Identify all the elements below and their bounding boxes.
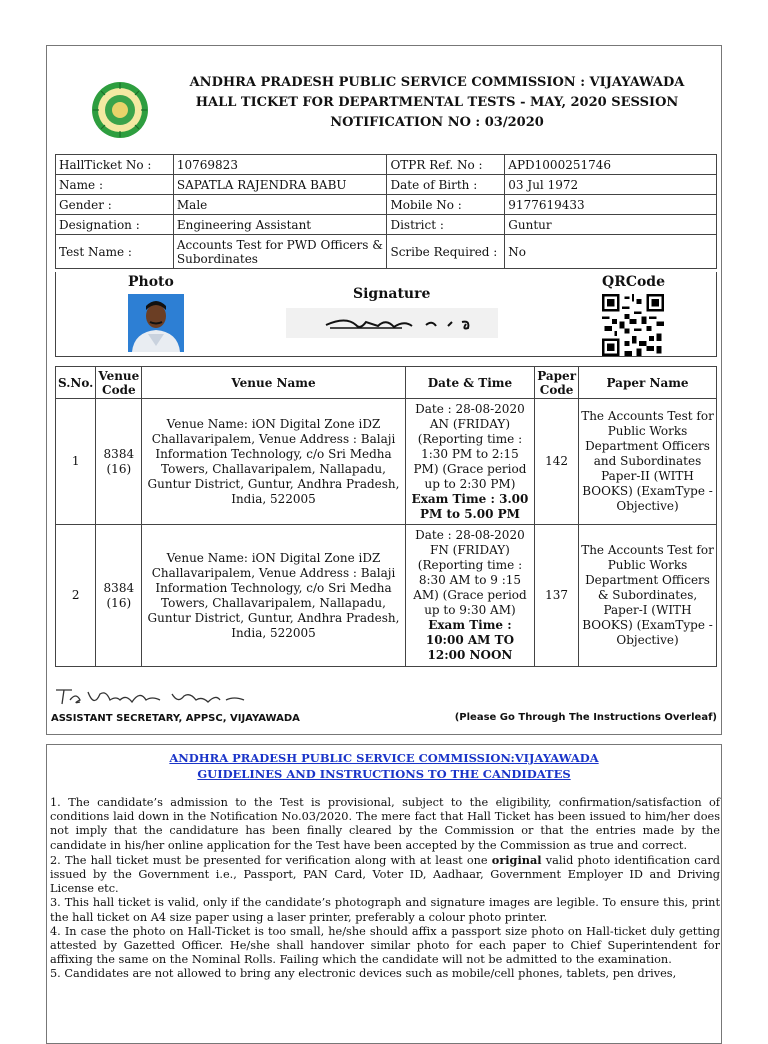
overleaf-note: (Please Go Through The Instructions Overleaf)	[454, 712, 717, 723]
hall-ticket	[46, 45, 722, 735]
ticket-header	[157, 73, 717, 133]
venue-code-cell: 8384 (16)	[96, 399, 142, 525]
guideline-text: valid photo identification card issued by the Government i.e., Passport, PAN Card, Voter ID, Aadhaar, Government Employer ID and Driving License etc.	[50, 853, 720, 896]
dob-label: Date of Birth :	[387, 175, 505, 195]
paper-code-cell: 137	[535, 525, 579, 667]
candidate-info-table	[55, 154, 717, 269]
venue-code-cell: 8384 (16)	[96, 525, 142, 667]
sno-cell: 1	[56, 399, 96, 525]
venue-table	[55, 366, 717, 667]
otpr-value: APD1000251746	[505, 155, 717, 175]
guideline-item: 5. Candidates are not allowed to bring any electronic devices such as mobile/cell phones, tablets, pen drives,	[50, 967, 677, 981]
table-row	[56, 525, 717, 667]
qr-label: QRCode	[602, 274, 666, 290]
paper-code-cell: 142	[535, 399, 579, 525]
guidelines-section	[46, 744, 722, 1044]
photo-label: Photo	[128, 274, 174, 290]
name-label: Name :	[56, 175, 174, 195]
guidelines-commission-title: ANDHRA PRADESH PUBLIC SERVICE COMMISSION:VIJAYAWADA	[169, 751, 599, 765]
assistant-secretary-signature	[50, 682, 250, 710]
scribe-value: No	[505, 235, 717, 269]
qr-code-icon	[594, 294, 672, 356]
district-label: District :	[387, 215, 505, 235]
guidelines-title: GUIDELINES AND INSTRUCTIONS TO THE CANDIDATES	[197, 767, 571, 781]
signature-label: Signature	[353, 286, 431, 302]
gender-label: Gender :	[56, 195, 174, 215]
col-paper-name: Paper Name	[579, 367, 717, 399]
designation-label: Designation :	[56, 215, 174, 235]
test-label: Test Name :	[56, 235, 174, 269]
paper-name-cell: The Accounts Test for Public Works Department Officers and Subordinates Paper-II (WITH BOOKS) (ExamType - Objective)	[579, 399, 717, 525]
table-row	[56, 399, 717, 525]
col-date-time: Date & Time	[405, 367, 534, 399]
date-time-cell	[405, 525, 534, 667]
hallticket-label: HallTicket No :	[56, 155, 174, 175]
col-sno: S.No.	[56, 367, 96, 399]
venue-name-cell: Venue Name: iON Digital Zone iDZ Challavaripalem, Venue Address : Balaji Information Technology, c/o Sri Medha Towers, Challavaripalem, Nallapadu, Guntur District, Guntur, Andhra Pradesh, India, 522005	[142, 399, 405, 525]
designation-value: Engineering Assistant	[173, 215, 387, 235]
commission-title: ANDHRA PRADESH PUBLIC SERVICE COMMISSION : VIJAYAWADA	[189, 75, 685, 90]
scribe-label: Scribe Required :	[387, 235, 505, 269]
dob-value: 03 Jul 1972	[505, 175, 717, 195]
table-row	[56, 215, 717, 235]
table-header-row	[56, 367, 717, 399]
sno-cell: 2	[56, 525, 96, 667]
table-row	[56, 235, 717, 269]
guideline-text: 2. The hall ticket must be presented for verification along with at least one	[50, 853, 492, 867]
paper-name-cell: The Accounts Test for Public Works Department Officers & Subordinates, Paper-I (WITH BOOKS) (ExamType - Objective)	[579, 525, 717, 667]
guidelines-heading	[47, 750, 721, 782]
guideline-item	[50, 853, 720, 897]
notification-number: NOTIFICATION NO : 03/2020	[330, 115, 544, 130]
name-value: SAPATLA RAJENDRA BABU	[173, 175, 387, 195]
exam-time: Exam Time : 10:00 AM TO 12:00 NOON	[425, 618, 515, 662]
col-venue-name: Venue Name	[142, 367, 405, 399]
table-row	[56, 155, 717, 175]
table-row	[56, 195, 717, 215]
col-venue-code: Venue Code	[96, 367, 142, 399]
guideline-item: 4. In case the photo on Hall-Ticket is too small, he/she should affix a passport size photo on Hall-ticket duly getting attested by Gazetted Officer. He/she shall handover similar photo for each paper to Chief Superintendent for affixing the same on the Nominal Rolls. Failing which the candidate will not be admitted to the examination.	[50, 924, 720, 967]
test-value: Accounts Test for PWD Officers & Subordinates	[173, 235, 387, 269]
otpr-label: OTPR Ref. No :	[387, 155, 505, 175]
date-time-cell	[405, 399, 534, 525]
appsc-emblem-icon	[90, 80, 150, 140]
venue-name-cell: Venue Name: iON Digital Zone iDZ Challavaripalem, Venue Address : Balaji Information Technology, c/o Sri Medha Towers, Challavaripalem, Nallapadu, Guntur District, Guntur, Andhra Pradesh, India, 522005	[142, 525, 405, 667]
table-row	[56, 175, 717, 195]
candidate-photo	[128, 294, 184, 352]
photo-signature-section	[55, 272, 717, 357]
guideline-item: 1. The candidate’s admission to the Test is provisional, subject to the eligibility, confirmation/satisfaction of conditions laid down in the Notification No.03/2020. The mere fact that Hall Ticket has been issued to him/her does not imply that the candidature has been finally cleared by the Commission or that the entries made by the candidate in his/her online application for the Test have been accepted by the Commission as true and correct.	[50, 796, 720, 852]
guideline-item: 3. This hall ticket is valid, only if the candidate’s photograph and signature images are legible. To ensure this, print the hall ticket on A4 size paper using a laser printer, preferably a colour photo printer.	[50, 896, 720, 924]
signatory-title: ASSISTANT SECRETARY, APPSC, VIJAYAWADA	[51, 713, 300, 724]
district-value: Guntur	[505, 215, 717, 235]
mobile-value: 9177619433	[505, 195, 717, 215]
guidelines-body	[50, 796, 720, 982]
guideline-emphasis: original	[491, 852, 542, 867]
date-text: Date : 28-08-2020 FN (FRIDAY) (Reporting time : 8:30 AM to 9 :15 AM) (Grace period up to 9:30 AM)	[413, 528, 527, 617]
gender-value: Male	[173, 195, 387, 215]
date-text: Date : 28-08-2020 AN (FRIDAY) (Reporting time : 1:30 PM to 2:15 PM) (Grace period up to 2:30 PM)	[413, 401, 527, 491]
hallticket-value: 10769823	[173, 155, 387, 175]
exam-time: Exam Time : 3.00 PM to 5.00 PM	[411, 491, 529, 521]
mobile-label: Mobile No :	[387, 195, 505, 215]
ticket-title: HALL TICKET FOR DEPARTMENTAL TESTS - MAY, 2020 SESSION	[195, 95, 679, 110]
candidate-signature	[286, 308, 498, 338]
col-paper-code: Paper Code	[535, 367, 579, 399]
